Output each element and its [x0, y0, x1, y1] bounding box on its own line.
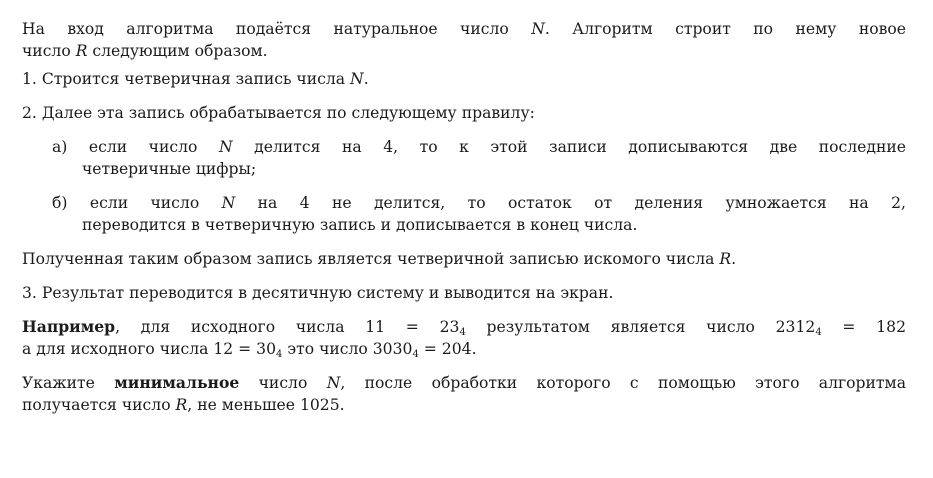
text: Полученная таким образом запись является четверичной записью искомого числа [22, 250, 720, 268]
example-line-1 [22, 316, 906, 338]
base-subscript: 4 [459, 327, 466, 338]
step-3 [22, 282, 906, 304]
text: , не меньшее 1025. [187, 396, 345, 414]
text: делится на 4, то к этой записи дописываются две последние [232, 138, 906, 156]
text: Укажите [22, 374, 115, 392]
text: , после обработки которого с помощью этого алгоритма [340, 374, 906, 392]
task-line-1 [22, 372, 906, 394]
text: На вход алгоритма подаётся натуральное число [22, 20, 532, 38]
base-subscript: 4 [815, 327, 822, 338]
text: = 204. [418, 340, 477, 358]
text: это число 3030 [282, 340, 413, 358]
text: 2. Далее эта запись обрабатывается по следующему правилу: [22, 104, 535, 122]
text: = 182 [821, 318, 907, 336]
text: переводится в четверичную запись и дописывается в конец числа. [82, 216, 638, 234]
example-label: Например [22, 317, 116, 336]
intro-line-2 [22, 40, 906, 62]
text: а для исходного числа 12 = 30 [22, 340, 277, 358]
text: на 4 не делится, то остаток от деления умножается на 2, [235, 194, 906, 212]
var-n: N [326, 374, 341, 392]
rule-b-line-2 [22, 214, 906, 236]
rule-a-line-2 [22, 158, 906, 180]
problem-text [22, 18, 906, 416]
intro-line-1 [22, 18, 906, 40]
rule-b-line-1 [22, 192, 906, 214]
var-r: R [719, 250, 732, 268]
var-r: R [175, 396, 188, 414]
text: следующим образом. [87, 42, 268, 60]
text: четверичные цифры; [82, 160, 257, 178]
base-subscript: 4 [412, 349, 419, 360]
step-1 [22, 68, 906, 90]
text: получается число [22, 396, 176, 414]
var-n: N [350, 70, 364, 88]
var-n: N [531, 20, 545, 38]
text: результатом является число 2312 [465, 318, 816, 336]
emphasis: минимальное [114, 373, 240, 392]
text: б) если число [52, 194, 222, 212]
var-r: R [75, 42, 88, 60]
text: . [731, 250, 737, 268]
result-line [22, 248, 906, 270]
text: число [239, 374, 327, 392]
step-2 [22, 102, 906, 124]
text: число [22, 42, 76, 60]
task-line-2 [22, 394, 906, 416]
example-line-2 [22, 338, 906, 360]
text: , для исходного числа 11 = 23 [115, 318, 460, 336]
base-subscript: 4 [276, 349, 283, 360]
rule-a-line-1 [22, 136, 906, 158]
text: 1. Строится четверичная запись числа [22, 70, 351, 88]
var-n: N [221, 194, 236, 212]
var-n: N [218, 138, 233, 156]
text: 3. Результат переводится в десятичную систему и выводится на экран. [22, 284, 614, 302]
text: а) если число [52, 138, 219, 156]
text: . Алгоритм строит по нему новое [544, 20, 906, 38]
text: . [363, 70, 369, 88]
